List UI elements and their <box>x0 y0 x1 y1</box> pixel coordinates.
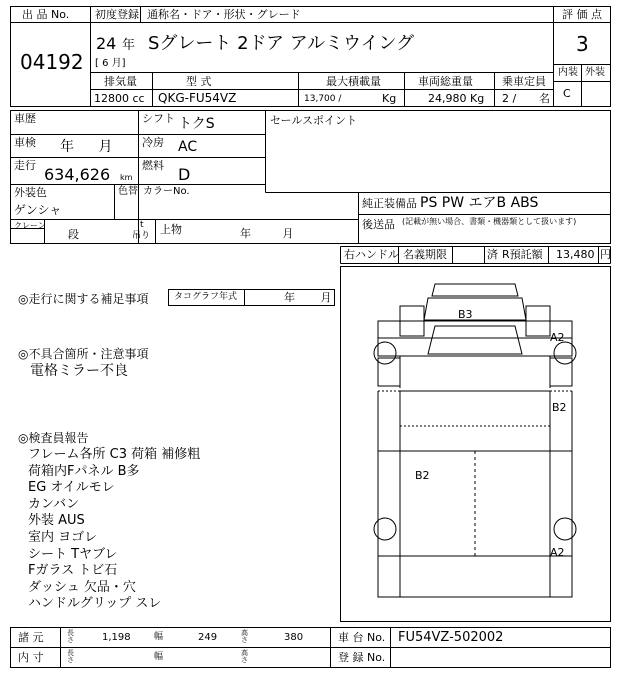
max-load-unit: Kg <box>382 92 397 105</box>
chassis-value: FU54VZ-502002 <box>398 630 504 645</box>
damage-mark: B2 <box>552 401 567 414</box>
max-load-label: 最大積載量 <box>326 75 381 88</box>
damage-mark: B2 <box>415 469 430 482</box>
inspector-report-line: カンバン <box>28 496 80 512</box>
model-name-label: 通称名・ドア・形状・グレード <box>147 8 301 21</box>
recycle-unit: 円 <box>600 248 611 261</box>
vehicle-title: Sグレート 2ドア アルミウイング <box>148 33 415 54</box>
ac-value: AC <box>178 139 198 155</box>
mileage-unit: km <box>120 173 133 182</box>
interior-value: C <box>563 87 571 100</box>
height-value: 380 <box>284 632 304 643</box>
damage-mark: B3 <box>458 308 473 321</box>
color-no-label: 色替 <box>118 186 138 197</box>
width-label: 幅 <box>154 632 164 642</box>
lot-number: 04192 <box>20 50 84 74</box>
right-door <box>550 358 572 386</box>
inspector-report-line: EG オイルモレ <box>28 480 115 496</box>
width-value: 249 <box>198 632 218 643</box>
grade-value: 3 <box>576 32 589 56</box>
recycle-label: 済 <box>487 248 498 261</box>
gross-weight-label: 車両総重量 <box>418 75 473 88</box>
recycle-fee-label: R預託額 <box>502 248 543 261</box>
inspector-report-line: ハンドルグリップ スレ <box>28 596 162 612</box>
mileage-value: 634,626 <box>44 165 111 184</box>
interior-label: 内装 <box>558 67 578 78</box>
displacement-label: 排気量 <box>104 75 137 88</box>
cab-window <box>424 298 526 320</box>
name-change-label: 名義期限 <box>403 248 447 261</box>
inner-length-label: 長さ <box>67 649 74 664</box>
inspector-report-line: 外装 AUS <box>28 513 85 529</box>
exterior-label: 外装 <box>585 67 605 78</box>
inner-label: 内 寸 <box>18 651 44 664</box>
inspector-report-line: 荷箱内Fパネル B多 <box>28 463 140 479</box>
inner-height-label: 高さ <box>241 649 248 664</box>
inspector-report-line: 室内 ヨゴレ <box>28 530 98 545</box>
cab-roof <box>432 284 518 296</box>
tacho-label: タコグラフ年式 <box>174 292 238 302</box>
displacement-value: 12800 cc <box>94 92 145 105</box>
lot-label: 出 品 No. <box>22 8 70 21</box>
rear-left-wheel <box>374 518 396 540</box>
color-code-label: カラーNo. <box>143 186 190 197</box>
model-label: 型 式 <box>186 75 212 88</box>
driving-notes-title: ◎走行に関する補足事項 <box>18 292 149 306</box>
inspector-report-line: Fガラス トビ石 <box>28 563 118 579</box>
inspector-report-line: ダッシュ 欠品・穴 <box>28 579 136 595</box>
shift-value: トクS <box>178 116 215 132</box>
sales-point-label: セールスポイント <box>270 114 358 127</box>
shift-label: シフト <box>142 112 175 125</box>
defect-text: 電格ミラー不良 <box>30 363 128 379</box>
crane-label: クレーン <box>14 221 46 230</box>
rear-right-wheel <box>554 518 576 540</box>
ext-color-value: ゲンシャ <box>14 203 62 217</box>
first-reg-label: 初度登録 <box>95 8 139 21</box>
capacity-unit: 名 <box>539 92 550 105</box>
height-label: 高さ <box>241 629 248 644</box>
length-value: 1,198 <box>102 632 131 643</box>
truck-diagram <box>340 266 610 621</box>
inner-width-label: 幅 <box>154 652 164 662</box>
inspector-title: ◎検査員報告 <box>18 431 89 445</box>
aftermarket-label: 後送品 <box>362 218 395 231</box>
ext-color-label: 外装色 <box>14 186 47 199</box>
reg-label: 登 録 No. <box>338 651 386 664</box>
crane-ton: t <box>140 220 144 230</box>
inspector-report-line: シート Tヤブレ <box>28 546 118 562</box>
grade-label: 評 価 点 <box>562 8 602 21</box>
box-rear-panel <box>378 556 572 597</box>
damage-mark: A2 <box>550 331 565 344</box>
lift-label: 上物 <box>160 223 182 236</box>
equipment-label: 純正装備品 <box>362 197 417 210</box>
mileage-label: 走行 <box>14 159 36 172</box>
left-door <box>378 358 400 386</box>
dims-label: 諸 元 <box>18 631 44 644</box>
tacho-value: 年 月 <box>284 291 332 304</box>
lift-value: 年 月 <box>240 227 294 240</box>
inspector-report-line: フレーム各所 C3 荷箱 補修粗 <box>28 447 201 462</box>
model-value: QKG-FU54VZ <box>158 91 237 105</box>
reg-year-unit: 年 <box>122 38 136 53</box>
steering-label: 右ハンドル <box>344 248 399 261</box>
equipment-value: PS PW エアB ABS <box>420 195 539 211</box>
chassis-label: 車 台 No. <box>338 631 386 644</box>
history-label: 車歴 <box>14 112 36 125</box>
length-label: 長さ <box>67 629 74 644</box>
crane-lift: 吊り <box>132 231 151 241</box>
damage-mark: A2 <box>550 546 565 559</box>
gross-weight-value: 24,980 Kg <box>428 92 485 105</box>
max-load-value: 13,700 / <box>304 94 342 104</box>
fuel-label: 燃料 <box>142 159 164 172</box>
aftermarket-note: (記載が無い場合、書類・機器類として扱います) <box>402 217 577 226</box>
fuel-value: D <box>178 165 191 184</box>
crane-stage: 段 <box>68 228 79 241</box>
recycle-fee-value: 13,480 <box>556 248 595 261</box>
inspection-value: 年 月 <box>60 139 113 155</box>
ac-label: 冷房 <box>142 136 164 149</box>
inspection-label: 車検 <box>14 136 36 149</box>
front-left-wheel <box>374 342 396 364</box>
defect-title: ◎不具合箇所・注意事項 <box>18 347 149 361</box>
reg-year: 24 <box>96 34 117 53</box>
front-right-wheel <box>554 342 576 364</box>
capacity-label: 乗車定員 <box>502 75 546 88</box>
box-front-panel <box>378 391 572 451</box>
windshield <box>428 326 522 354</box>
reg-month: [ 6 月] <box>95 58 126 69</box>
capacity-value: 2 / <box>502 92 517 105</box>
